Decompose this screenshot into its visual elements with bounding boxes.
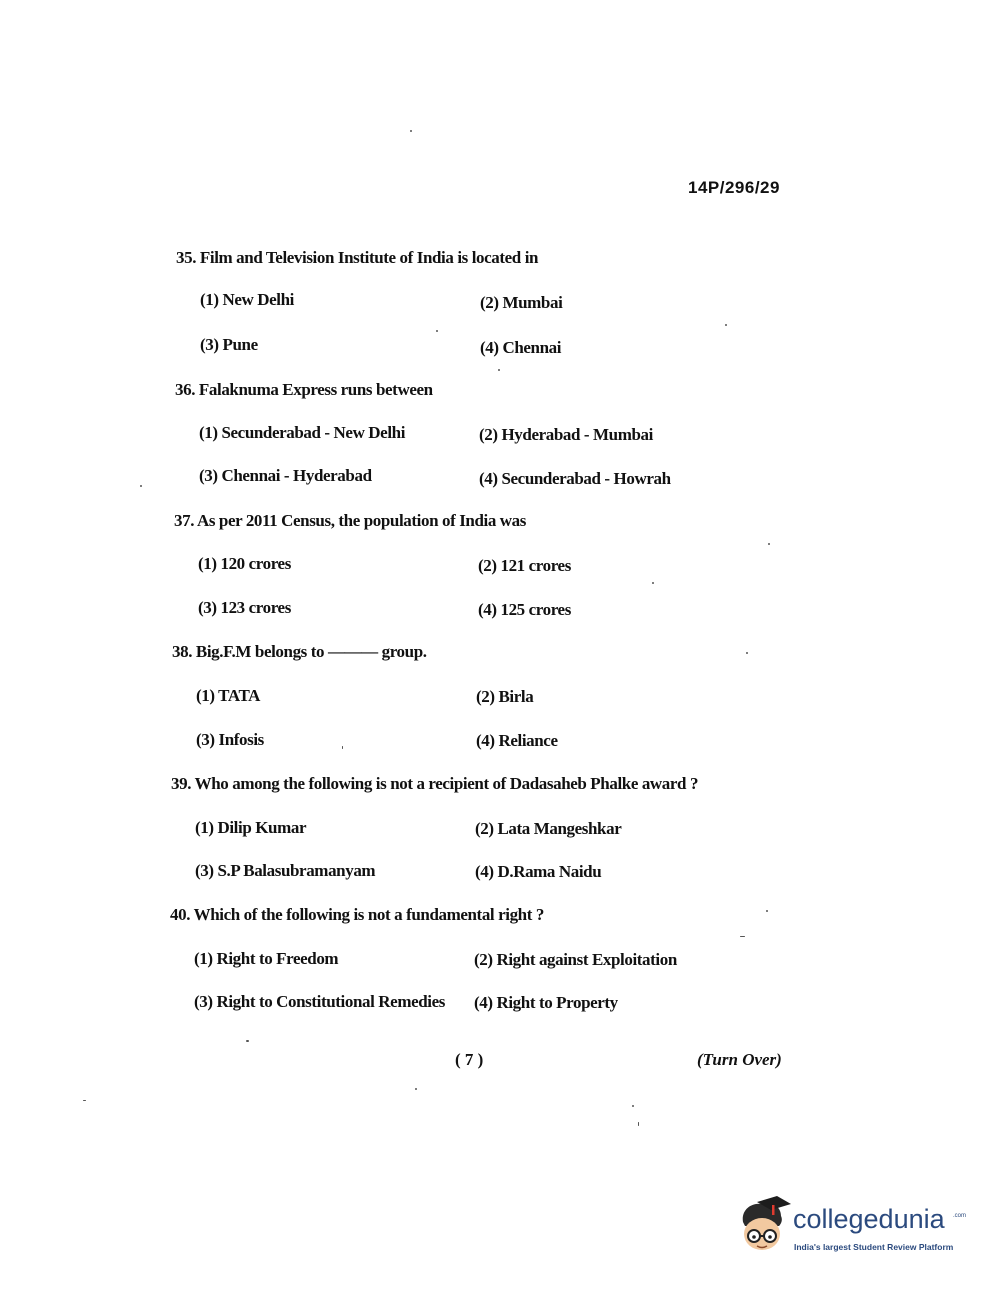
scan-speck (740, 936, 745, 937)
option-40-3: (3) Right to Constitutional Remedies (194, 992, 445, 1011)
question-text: Film and Television Institute of India is located in (199, 248, 539, 267)
question-40 (170, 905, 544, 925)
logo-wordmark: collegedunia (793, 1204, 945, 1234)
option-37-1: (1) 120 crores (198, 554, 291, 573)
scan-speck (436, 330, 438, 332)
logo-domain-suffix: .com (953, 1213, 967, 1219)
question-text: Falaknuma Express runs between (198, 380, 433, 399)
option-37-4: (4) 125 crores (478, 600, 571, 619)
question-number: 39. (171, 774, 192, 793)
option-36-2: (2) Hyderabad - Mumbai (479, 425, 653, 444)
option-37-3: (3) 123 crores (198, 598, 291, 617)
option-38-2: (2) Birla (476, 687, 534, 706)
scan-speck (415, 1088, 417, 1090)
question-text: Big.F.M belongs to ——— group. (195, 642, 427, 661)
question-38 (172, 642, 427, 662)
option-36-1: (1) Secunderabad - New Delhi (199, 423, 406, 442)
option-39-4: (4) D.Rama Naidu (475, 862, 602, 881)
question-number: 37. (174, 511, 195, 530)
option-38-4: (4) Reliance (476, 731, 558, 750)
option-36-3: (3) Chennai - Hyderabad (199, 466, 372, 485)
question-number: 38. (172, 642, 193, 661)
scan-speck (725, 324, 727, 326)
scan-speck (410, 130, 412, 132)
option-37-2: (2) 121 crores (478, 556, 571, 575)
question-number: 36. (175, 380, 196, 399)
scan-speck (498, 369, 500, 371)
option-39-1: (1) Dilip Kumar (195, 818, 307, 837)
scan-speck (768, 543, 770, 545)
question-text: Which of the following is not a fundamental right ? (193, 905, 544, 924)
scan-speck (342, 746, 343, 749)
scan-speck (746, 652, 748, 654)
scan-speck (766, 910, 768, 912)
question-text: As per 2011 Census, the population of India was (196, 511, 526, 530)
option-39-3: (3) S.P Balasubramanyam (195, 861, 376, 880)
turn-over-note: (Turn Over) (697, 1050, 782, 1069)
option-40-4: (4) Right to Property (474, 993, 618, 1012)
mascot-icon (735, 1196, 793, 1256)
paper-code: 14P/296/29 (688, 178, 780, 197)
scan-speck (638, 1122, 639, 1126)
question-number: 35. (176, 248, 197, 267)
question-37 (174, 511, 526, 531)
option-35-4: (4) Chennai (480, 338, 562, 357)
option-35-1: (1) New Delhi (200, 290, 294, 309)
option-36-4: (4) Secunderabad - Howrah (479, 469, 671, 488)
logo-tagline: India's largest Student Review Platform (794, 1242, 954, 1252)
option-35-3: (3) Pune (200, 335, 258, 354)
question-39 (171, 774, 698, 794)
option-39-2: (2) Lata Mangeshkar (475, 819, 622, 838)
option-38-1: (1) TATA (196, 686, 261, 705)
option-35-2: (2) Mumbai (480, 293, 563, 312)
question-number: 40. (170, 905, 191, 924)
scan-speck (140, 485, 142, 487)
scan-speck (246, 1040, 249, 1042)
collegedunia-logo (735, 1196, 965, 1256)
scan-speck (83, 1100, 86, 1101)
option-40-1: (1) Right to Freedom (194, 949, 339, 968)
question-36 (175, 380, 433, 400)
question-35 (176, 248, 538, 268)
scan-speck (652, 582, 654, 584)
page-number: ( 7 ) (455, 1050, 484, 1069)
question-text: Who among the following is not a recipient of Dadasaheb Phalke award ? (194, 774, 699, 793)
option-38-3: (3) Infosis (196, 730, 264, 749)
option-40-2: (2) Right against Exploitation (474, 950, 677, 969)
scan-speck (632, 1105, 634, 1107)
